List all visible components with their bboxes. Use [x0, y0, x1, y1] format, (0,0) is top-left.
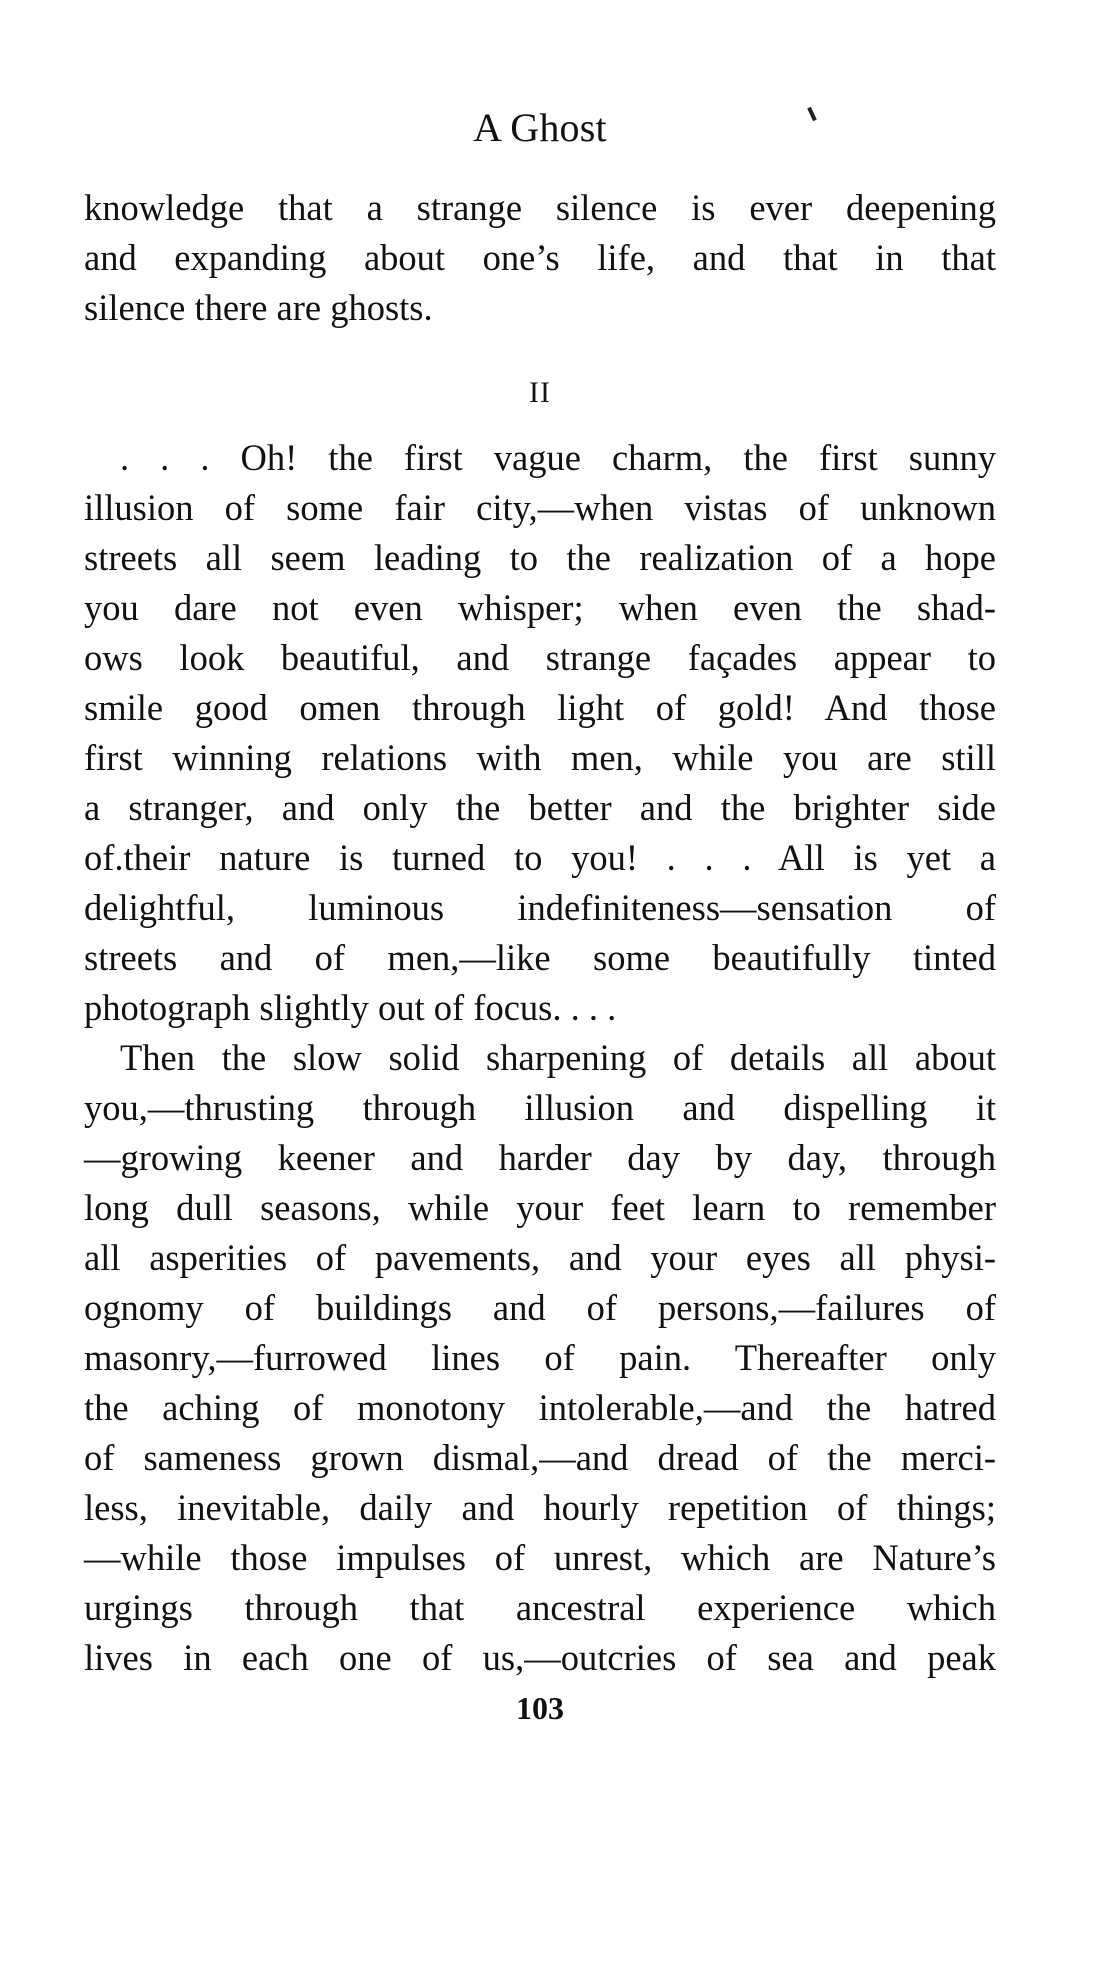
section-body [84, 433, 996, 1683]
paragraph-2 [84, 433, 996, 1033]
text-line: of.their nature is turned to you! . . . All is yet a [84, 837, 996, 878]
text-line: lives in each one of us,—outcries of sea and peak [84, 1637, 996, 1678]
paragraph-1 [84, 183, 996, 333]
text-line: knowledge that a strange silence is ever deepening [84, 187, 996, 228]
text-line: you,—thrusting through illusion and dispelling it [84, 1087, 996, 1128]
text-line: smile good omen through light of gold! And those [84, 687, 996, 728]
text-line: delightful, luminous indefiniteness—sensation of [84, 887, 996, 928]
text-line: first winning relations with men, while you are still [84, 737, 996, 778]
text-line: silence there are ghosts. [84, 287, 433, 328]
text-line: the aching of monotony intolerable,—and the hatred [84, 1387, 996, 1428]
text-line: less, inevitable, daily and hourly repetition of things; [84, 1487, 996, 1528]
text-line: ows look beautiful, and strange façades appear to [84, 637, 996, 678]
text-line: and expanding about one’s life, and that in that [84, 237, 996, 278]
text-line: you dare not even whisper; when even the shad- [84, 587, 996, 628]
text-line: —while those impulses of unrest, which are Nature’s [84, 1537, 996, 1578]
text-line: illusion of some fair city,—when vistas of unknown [84, 487, 996, 528]
text-line: photograph slightly out of focus. . . . [84, 987, 617, 1028]
text-line: ognomy of buildings and of persons,—failures of [84, 1287, 996, 1328]
running-head: A Ghost [473, 105, 607, 150]
text-line: . . . Oh! the first vague charm, the first sunny [120, 437, 996, 478]
section-numeral: II [529, 376, 551, 409]
text-line: long dull seasons, while your feet learn to remember [84, 1187, 996, 1228]
text-line: urgings through that ancestral experience which [84, 1587, 996, 1628]
text-line: Then the slow solid sharpening of details all about [120, 1037, 996, 1078]
text-line: a stranger, and only the better and the brighter side [84, 787, 996, 828]
text-line: of sameness grown dismal,—and dread of the merci- [84, 1437, 996, 1478]
paragraph-continuation [84, 183, 996, 333]
text-line: —growing keener and harder day by day, through [84, 1137, 996, 1178]
page-number: 103 [516, 1690, 564, 1726]
paragraph-3 [84, 1033, 996, 1683]
text-line: streets all seem leading to the realization of a hope [84, 537, 996, 578]
text-line: all asperities of pavements, and your eyes all physi- [84, 1237, 996, 1278]
text-line: masonry,—furrowed lines of pain. Thereafter only [84, 1337, 996, 1378]
text-line: streets and of men,—like some beautifully tinted [84, 937, 996, 978]
